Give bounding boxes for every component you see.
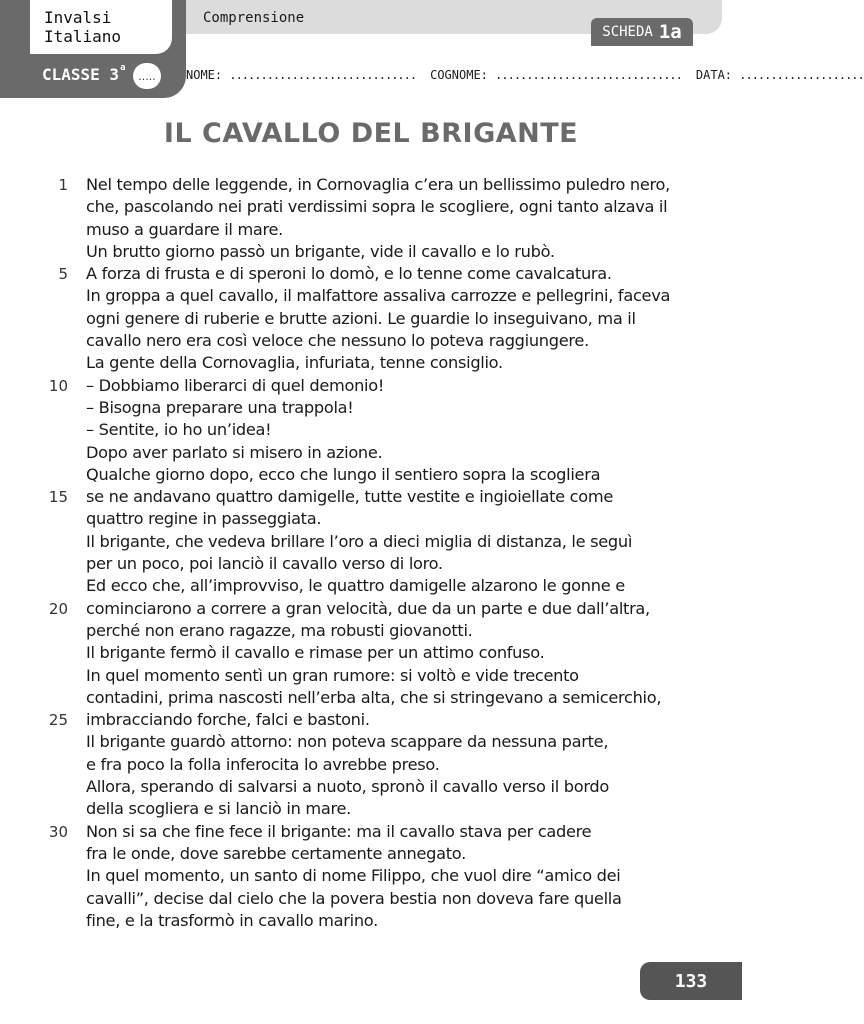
line-text: Allora, sperando di salvarsi a nuoto, spronò il cavallo verso il bordo <box>86 777 609 797</box>
scheda-code: 1a <box>658 21 682 43</box>
line-text: ogni genere di ruberie e brutte azioni. Le guardie lo inseguivano, ma il <box>86 308 636 328</box>
line-text: fine, e la trasformò in cavallo marino. <box>86 910 378 930</box>
brand-line-2: Italiano <box>44 27 122 46</box>
line-number: 15 <box>48 488 68 507</box>
line-text: fra le onde, dove sarebbe certamente annegato. <box>86 843 466 863</box>
text-line <box>0 464 742 486</box>
line-number: 1 <box>58 176 68 194</box>
text-line <box>0 285 742 307</box>
text-line <box>0 330 742 352</box>
data-blank[interactable]: .................... <box>739 68 864 82</box>
text-line <box>0 196 742 218</box>
line-text: perché non erano ragazze, ma robusti giovanotti. <box>86 620 473 640</box>
nome-label: NOME: <box>186 68 223 82</box>
text-line <box>0 687 742 709</box>
line-text: Qualche giorno dopo, ecco che lungo il sentiero sopra la scogliera <box>86 464 601 484</box>
text-line <box>0 508 742 530</box>
text-line <box>0 375 742 397</box>
section-label: Comprensione <box>203 10 305 26</box>
line-text: – Dobbiamo liberarci di quel demonio! <box>86 375 385 395</box>
story-title: IL CAVALLO DEL BRIGANTE <box>163 118 579 149</box>
text-line <box>0 486 742 508</box>
line-text: In groppa a quel cavallo, il malfattore assaliva carrozze e pellegrini, faceva <box>86 286 671 306</box>
line-text: della scogliera e si lanciò in mare. <box>86 799 351 819</box>
line-text: imbracciando forche, falci e bastoni. <box>86 710 370 730</box>
nome-blank[interactable]: .............................. <box>229 68 417 82</box>
line-text: La gente della Cornovaglia, infuriata, tenne consiglio. <box>86 353 503 373</box>
text-line <box>0 709 742 731</box>
text-line <box>0 731 742 753</box>
text-line <box>0 575 742 597</box>
scheda-tab <box>591 18 693 46</box>
line-text: In quel momento, un santo di nome Filippo, che vuol dire “amico dei <box>86 866 621 886</box>
line-text: per un poco, poi lanciò il cavallo verso di loro. <box>86 554 443 574</box>
line-text: che, pascolando nei prati verdissimi sopra le scogliere, ogni tanto alzava il <box>86 197 668 217</box>
text-line <box>0 843 742 865</box>
line-text: Il brigante fermò il cavallo e rimase per un attimo confuso. <box>86 643 545 663</box>
story-text <box>0 174 742 932</box>
text-line <box>0 776 742 798</box>
cognome-label: COGNOME: <box>430 68 488 82</box>
line-text: cominciarono a correre a gran velocità, due da un parte e due dall’altra, <box>86 598 650 618</box>
line-text: Ed ecco che, all’improvviso, le quattro damigelle alzarono le gonne e <box>86 576 625 596</box>
line-number: 20 <box>48 599 68 618</box>
line-text: Un brutto giorno passò un brigante, vide il cavallo e lo rubò. <box>86 241 555 261</box>
line-text: Nel tempo delle leggende, in Cornovaglia c’era un bellissimo puledro nero, <box>86 175 670 194</box>
text-line <box>0 821 742 843</box>
line-text: – Bisogna preparare una trappola! <box>86 397 354 417</box>
text-line <box>0 263 742 285</box>
student-fields <box>186 68 864 82</box>
line-text: e fra poco la folla inferocita lo avrebbe preso. <box>86 754 440 774</box>
text-line <box>0 531 742 553</box>
brand-box <box>28 0 174 56</box>
line-text: contadini, prima nascosti nell’erba alta, che si stringevano a semicerchio, <box>86 687 662 707</box>
text-line <box>0 910 742 932</box>
text-line <box>0 665 742 687</box>
line-text: muso a guardare il mare. <box>86 219 284 239</box>
text-line <box>0 241 742 263</box>
text-line <box>0 442 742 464</box>
nome-field[interactable] <box>186 68 416 82</box>
text-line <box>0 308 742 330</box>
text-line <box>0 888 742 910</box>
text-line <box>0 865 742 887</box>
data-field[interactable] <box>696 68 864 82</box>
text-line <box>0 553 742 575</box>
classe-sup: a <box>120 63 126 73</box>
line-number: 10 <box>48 376 68 395</box>
line-text: Non si sa che fine fece il brigante: ma il cavallo stava per cadere <box>86 821 592 841</box>
brand-line-1: Invalsi <box>44 8 112 27</box>
line-text: A forza di frusta e di speroni lo domò, e lo tenne come cavalcatura. <box>86 264 612 284</box>
text-line <box>0 642 742 664</box>
class-section-blank[interactable]: ..... <box>133 63 161 89</box>
text-line <box>0 754 742 776</box>
line-text: se ne andavano quattro damigelle, tutte vestite e ingioiellate come <box>86 487 613 507</box>
text-line <box>0 598 742 620</box>
text-line <box>0 219 742 241</box>
line-text: cavalli”, decise dal cielo che la povera bestia non doveva fare quella <box>86 888 622 908</box>
text-line <box>0 620 742 642</box>
text-line <box>0 798 742 820</box>
line-number: 25 <box>48 711 68 730</box>
text-line <box>0 174 742 196</box>
data-label: DATA: <box>695 68 733 82</box>
line-text: – Sentite, io ho un’idea! <box>86 420 272 440</box>
page-number: 133 <box>640 962 742 1000</box>
cognome-blank[interactable]: .............................. <box>495 68 682 82</box>
line-text: cavallo nero era così veloce che nessuno lo poteva raggiungere. <box>86 331 589 351</box>
line-text: Il brigante, che vedeva brillare l’oro a dieci miglia di distanza, le seguì <box>86 531 633 551</box>
line-number: 5 <box>58 265 68 284</box>
classe-label <box>42 65 125 84</box>
line-text: quattro regine in passeggiata. <box>86 509 322 529</box>
cognome-field[interactable] <box>430 68 682 82</box>
line-text: Dopo aver parlato si misero in azione. <box>86 442 383 462</box>
text-line <box>0 419 742 441</box>
scheda-label: SCHEDA <box>602 24 653 40</box>
line-number: 30 <box>48 822 68 841</box>
line-text: In quel momento sentì un gran rumore: si voltò e vide trecento <box>86 665 579 685</box>
text-line <box>0 397 742 419</box>
line-text: Il brigante guardò attorno: non poteva scappare da nessuna parte, <box>86 732 609 752</box>
classe-text: CLASSE 3 <box>42 65 120 84</box>
text-line <box>0 352 742 374</box>
